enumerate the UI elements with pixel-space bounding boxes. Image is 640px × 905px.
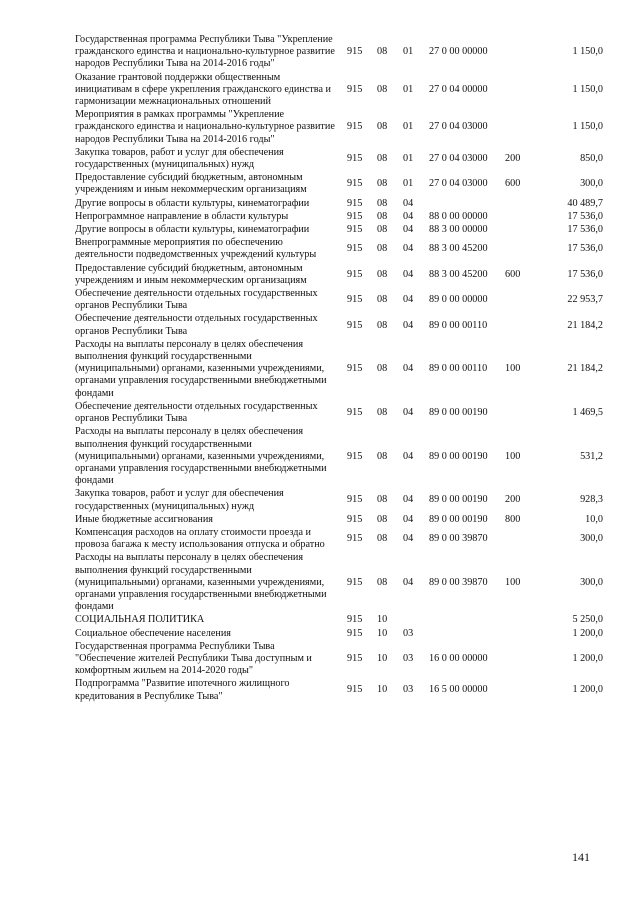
subsection-code: 01 xyxy=(403,178,414,190)
line-item-name: Предоставление субсидий бюджетным, автономным учреждениям и иным некоммерческим организациям xyxy=(75,262,307,286)
table-row xyxy=(75,34,603,72)
expense-type-code xyxy=(505,313,541,338)
section-code: 08 xyxy=(377,533,388,545)
target-article-code: 88 3 00 45200 xyxy=(429,268,488,280)
budget-table xyxy=(75,34,603,704)
target-article-code: 89 0 00 00110 xyxy=(429,319,488,331)
amount: 21 184,2 xyxy=(567,363,603,375)
line-item-name: Внепрограммные мероприятия по обеспечению деятельности подведомственных учреждений культуры xyxy=(75,237,317,261)
amount: 5 250,0 xyxy=(572,614,603,626)
department-code: 915 xyxy=(347,121,363,133)
line-item-name: Оказание грантовой поддержки общественным инициативам в сфере укрепления гражданского единства и гармонизации межнациональных отношений xyxy=(75,71,331,108)
target-article-code: 16 5 00 00000 xyxy=(429,684,488,696)
section-code: 08 xyxy=(377,268,388,280)
target-article-code: 27 0 04 00000 xyxy=(429,83,488,95)
department-code: 915 xyxy=(347,406,363,418)
line-item-name: Расходы на выплаты персоналу в целях обеспечения выполнения функций государственными (муниципальными) органами, казенными учреждениями, органами управления государственными внебюджетными фондами xyxy=(75,426,327,487)
department-code: 915 xyxy=(347,178,363,190)
department-code: 915 xyxy=(347,684,363,696)
subsection-code: 04 xyxy=(403,224,414,236)
line-item-name: Обеспечение деятельности отдельных государственных органов Республики Тыва xyxy=(75,313,318,337)
subsection-code: 01 xyxy=(403,121,414,133)
line-item-name: Непрограммное направление в области культуры xyxy=(75,210,289,222)
line-item-name: Обеспечение деятельности отдельных государственных органов Республики Тыва xyxy=(75,288,318,312)
table-row xyxy=(75,147,603,172)
expense-type-code xyxy=(505,628,541,641)
section-code: 10 xyxy=(377,627,388,639)
department-code: 915 xyxy=(347,46,363,58)
target-article-code: 27 0 04 03000 xyxy=(429,121,488,133)
line-item-name: СОЦИАЛЬНАЯ ПОЛИТИКА xyxy=(75,614,205,626)
subsection-code: 04 xyxy=(403,406,414,418)
amount: 300,0 xyxy=(580,533,603,545)
subsection-code: 03 xyxy=(403,652,414,664)
table-row xyxy=(75,628,603,641)
line-item-name: Подпрограмма "Развитие ипотечного жилищного кредитования в Республике Тыва" xyxy=(75,678,290,702)
expense-type-code: 200 xyxy=(505,494,521,506)
amount: 300,0 xyxy=(580,576,603,588)
section-code: 10 xyxy=(377,614,388,626)
target-article-code: 27 0 04 03000 xyxy=(429,152,488,164)
target-article-code: 89 0 00 00000 xyxy=(429,294,488,306)
line-item-name: Закупка товаров, работ и услуг для обеспечения государственных (муниципальных) нужд xyxy=(75,488,284,512)
section-code: 08 xyxy=(377,83,388,95)
table-row xyxy=(75,109,603,147)
section-code: 08 xyxy=(377,178,388,190)
subsection-code: 04 xyxy=(403,450,414,462)
department-code: 915 xyxy=(347,224,363,236)
target-article-code: 88 3 00 45200 xyxy=(429,243,488,255)
subsection-code: 04 xyxy=(403,363,414,375)
subsection-code: 04 xyxy=(403,197,414,209)
table-row xyxy=(75,288,603,313)
line-item-name: Социальное обеспечение населения xyxy=(75,627,231,639)
subsection-code: 03 xyxy=(403,627,414,639)
target-article-code xyxy=(429,628,505,641)
expense-type-code: 100 xyxy=(505,576,521,588)
department-code: 915 xyxy=(347,627,363,639)
table-row xyxy=(75,488,603,513)
subsection-code: 04 xyxy=(403,576,414,588)
amount: 10,0 xyxy=(585,513,603,525)
table-row xyxy=(75,313,603,338)
subsection-code: 04 xyxy=(403,494,414,506)
amount: 21 184,2 xyxy=(567,319,603,331)
department-code: 915 xyxy=(347,268,363,280)
line-item-name: Расходы на выплаты персоналу в целях обеспечения выполнения функций государственными (муниципальными) органами, казенными учреждениями, органами управления государственными внебюджетными фондами xyxy=(75,338,327,399)
target-article-code: 27 0 04 03000 xyxy=(429,178,488,190)
amount: 17 536,0 xyxy=(567,224,603,236)
expense-type-code xyxy=(505,109,541,147)
line-item-name: Мероприятия в рамках программы "Укрепление гражданского единства и национально-культурное развитие народов Республики Тыва на 2014-2016 годы" xyxy=(75,109,335,145)
target-article-code: 27 0 00 00000 xyxy=(429,46,488,58)
expense-type-code xyxy=(505,237,541,262)
page-number: 141 xyxy=(572,850,590,864)
section-code: 10 xyxy=(377,684,388,696)
department-code: 915 xyxy=(347,494,363,506)
target-article-code: 89 0 00 39870 xyxy=(429,576,488,588)
table-row xyxy=(75,263,603,288)
subsection-code: 01 xyxy=(403,83,414,95)
table-row xyxy=(75,614,603,627)
line-item-name: Государственная программа Республики Тыва "Укрепление гражданского единства и национально-культурное развитие народов Республики Тыва на 2014-2016 годы" xyxy=(75,34,335,70)
table-row xyxy=(75,678,603,703)
line-item-name: Другие вопросы в области культуры, кинематографии xyxy=(75,224,310,236)
target-article-code xyxy=(429,614,505,627)
amount: 40 489,7 xyxy=(567,197,603,209)
section-code: 08 xyxy=(377,319,388,331)
amount: 17 536,0 xyxy=(567,210,603,222)
section-code: 08 xyxy=(377,46,388,58)
amount: 1 150,0 xyxy=(572,46,603,58)
department-code: 915 xyxy=(347,614,363,626)
section-code: 08 xyxy=(377,494,388,506)
department-code: 915 xyxy=(347,197,363,209)
department-code: 915 xyxy=(347,533,363,545)
table-row xyxy=(75,641,603,679)
subsection-code: 01 xyxy=(403,152,414,164)
section-code: 08 xyxy=(377,152,388,164)
table-row xyxy=(75,172,603,197)
expense-type-code xyxy=(505,614,541,627)
table-row xyxy=(75,401,603,426)
table-row xyxy=(75,514,603,527)
department-code: 915 xyxy=(347,576,363,588)
target-article-code: 89 0 00 00190 xyxy=(429,494,488,506)
expense-type-code: 600 xyxy=(505,268,521,280)
table-row xyxy=(75,198,603,211)
target-article-code: 16 0 00 00000 xyxy=(429,652,488,664)
amount: 17 536,0 xyxy=(567,268,603,280)
subsection-code: 03 xyxy=(403,684,414,696)
amount: 22 953,7 xyxy=(567,294,603,306)
subsection-code xyxy=(403,614,429,627)
subsection-code: 04 xyxy=(403,268,414,280)
target-article-code: 89 0 00 00110 xyxy=(429,363,488,375)
department-code: 915 xyxy=(347,152,363,164)
line-item-name: Государственная программа Республики Тыва "Обеспечение жителей Республики Тыва доступным и комфортным жильем на 2014-2020 годы" xyxy=(75,640,312,677)
table-row xyxy=(75,527,603,552)
line-item-name: Обеспечение деятельности отдельных государственных органов Республики Тыва xyxy=(75,400,318,425)
line-item-name: Компенсация расходов на оплату стоимости проезда и провоза багажа к месту использования отпуска и обратно xyxy=(75,526,325,551)
target-article-code: 89 0 00 00190 xyxy=(429,513,488,525)
expense-type-code xyxy=(505,198,541,211)
section-code: 08 xyxy=(377,243,388,255)
section-code: 08 xyxy=(377,450,388,462)
expense-type-code xyxy=(505,34,541,72)
table-row xyxy=(75,426,603,488)
amount: 17 536,0 xyxy=(567,243,603,255)
table-row xyxy=(75,552,603,614)
expense-type-code: 200 xyxy=(505,152,521,164)
department-code: 915 xyxy=(347,294,363,306)
department-code: 915 xyxy=(347,513,363,525)
amount: 928,3 xyxy=(580,494,603,506)
subsection-code: 04 xyxy=(403,513,414,525)
section-code: 08 xyxy=(377,197,388,209)
expense-type-code xyxy=(505,401,541,426)
subsection-code: 04 xyxy=(403,319,414,331)
department-code: 915 xyxy=(347,450,363,462)
department-code: 915 xyxy=(347,363,363,375)
expense-type-code: 100 xyxy=(505,363,521,375)
department-code: 915 xyxy=(347,210,363,222)
amount: 1 200,0 xyxy=(572,627,603,639)
subsection-code: 04 xyxy=(403,243,414,255)
section-code: 08 xyxy=(377,210,388,222)
expense-type-code xyxy=(505,224,541,237)
department-code: 915 xyxy=(347,652,363,664)
target-article-code: 89 0 00 00190 xyxy=(429,450,488,462)
section-code: 08 xyxy=(377,224,388,236)
target-article-code: 88 3 00 00000 xyxy=(429,224,488,236)
amount: 1 150,0 xyxy=(572,83,603,95)
section-code: 08 xyxy=(377,294,388,306)
expense-type-code xyxy=(505,288,541,313)
amount: 850,0 xyxy=(580,152,603,164)
table-row xyxy=(75,224,603,237)
department-code: 915 xyxy=(347,83,363,95)
amount: 1 469,5 xyxy=(572,406,603,418)
expense-type-code xyxy=(505,641,541,679)
amount: 1 200,0 xyxy=(572,652,603,664)
subsection-code: 04 xyxy=(403,210,414,222)
subsection-code: 04 xyxy=(403,294,414,306)
expense-type-code xyxy=(505,678,541,703)
expense-type-code xyxy=(505,72,541,110)
amount: 300,0 xyxy=(580,178,603,190)
expense-type-code xyxy=(505,211,541,224)
table-row xyxy=(75,237,603,262)
target-article-code: 88 0 00 00000 xyxy=(429,210,488,222)
line-item-name: Другие вопросы в области культуры, кинематографии xyxy=(75,197,310,209)
table-row xyxy=(75,72,603,110)
department-code: 915 xyxy=(347,319,363,331)
target-article-code: 89 0 00 39870 xyxy=(429,533,488,545)
budget-table-body xyxy=(75,34,603,704)
line-item-name: Иные бюджетные ассигнования xyxy=(75,513,213,525)
target-article-code: 89 0 00 00190 xyxy=(429,406,488,418)
section-code: 08 xyxy=(377,513,388,525)
target-article-code xyxy=(429,198,505,211)
amount: 1 150,0 xyxy=(572,121,603,133)
section-code: 08 xyxy=(377,576,388,588)
expense-type-code: 600 xyxy=(505,178,521,190)
line-item-name: Предоставление субсидий бюджетным, автономным учреждениям и иным некоммерческим организациям xyxy=(75,172,307,196)
section-code: 08 xyxy=(377,363,388,375)
amount: 1 200,0 xyxy=(572,684,603,696)
department-code: 915 xyxy=(347,243,363,255)
section-code: 08 xyxy=(377,406,388,418)
amount: 531,2 xyxy=(580,450,603,462)
table-row xyxy=(75,211,603,224)
expense-type-code: 100 xyxy=(505,450,521,462)
section-code: 08 xyxy=(377,121,388,133)
line-item-name: Закупка товаров, работ и услуг для обеспечения государственных (муниципальных) нужд xyxy=(75,146,284,171)
section-code: 10 xyxy=(377,652,388,664)
line-item-name: Расходы на выплаты персоналу в целях обеспечения выполнения функций государственными (муниципальными) органами, казенными учреждениями, органами управления государственными внебюджетными фондами xyxy=(75,552,327,613)
expense-type-code: 800 xyxy=(505,513,521,525)
subsection-code: 01 xyxy=(403,46,414,58)
subsection-code: 04 xyxy=(403,533,414,545)
table-row xyxy=(75,339,603,401)
expense-type-code xyxy=(505,527,541,552)
